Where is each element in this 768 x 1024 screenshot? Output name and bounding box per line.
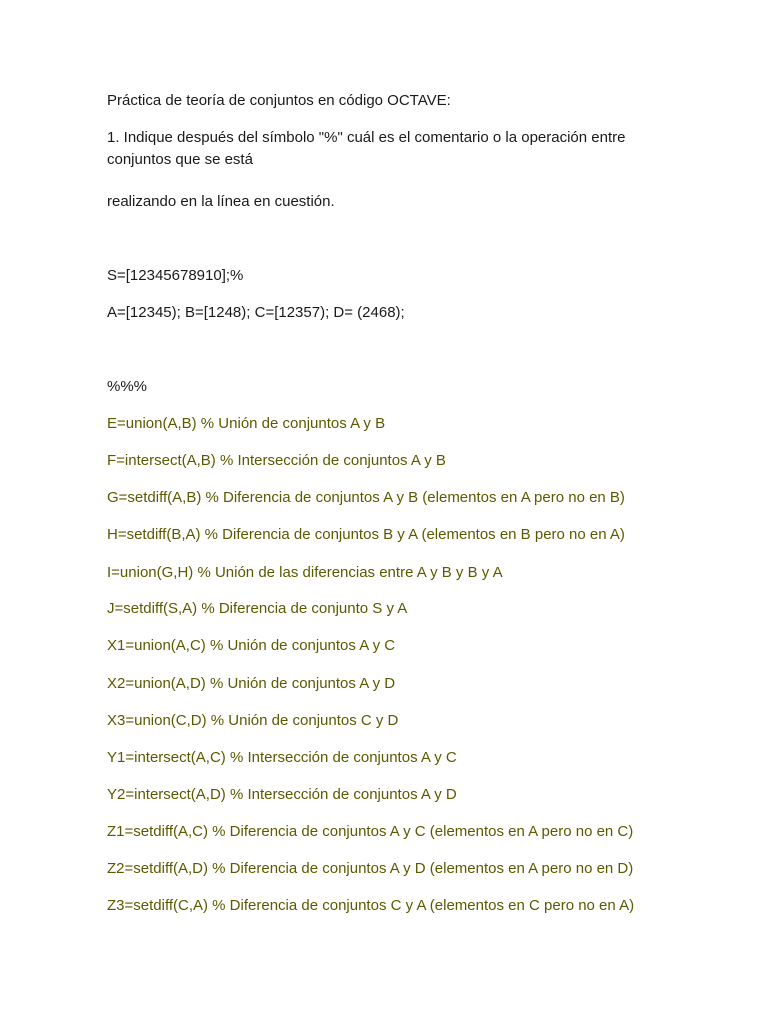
code-line-j: J=setdiff(S,A) % Diferencia de conjunto S y A <box>107 600 408 617</box>
code-line-set-definitions: A=[12345); B=[1248); C=[12357); D= (2468); <box>107 304 405 321</box>
code-line-x1: X1=union(A,C) % Unión de conjuntos A y C <box>107 637 396 654</box>
code-line-g: G=setdiff(A,B) % Diferencia de conjuntos A y B (elementos en A pero no en B) <box>107 489 625 506</box>
code-line-x3: X3=union(C,D) % Unión de conjuntos C y D <box>107 712 399 729</box>
code-line-y1: Y1=intersect(A,C) % Intersección de conjuntos A y C <box>107 749 457 766</box>
code-line-z1: Z1=setdiff(A,C) % Diferencia de conjuntos A y C (elementos en A pero no en C) <box>107 823 634 840</box>
code-line-x2: X2=union(A,D) % Unión de conjuntos A y D <box>107 675 396 692</box>
code-line-e: E=union(A,B) % Unión de conjuntos A y B <box>107 415 386 432</box>
code-line-i: I=union(G,H) % Unión de las diferencias entre A y B y B y A <box>107 564 503 581</box>
instruction-continuation: realizando en la línea en cuestión. <box>107 193 335 210</box>
code-line-f: F=intersect(A,B) % Intersección de conjuntos A y B <box>107 452 446 469</box>
code-line-y2: Y2=intersect(A,D) % Intersección de conjuntos A y D <box>107 786 457 803</box>
code-line-h: H=setdiff(B,A) % Diferencia de conjuntos B y A (elementos en B pero no en A) <box>107 526 625 543</box>
instruction-text: 1. Indique después del símbolo "%" cuál es el comentario o la operación entre conjuntos que se está <box>107 129 626 168</box>
code-separator: %%% <box>107 378 148 395</box>
code-line-s-definition: S=[12345678910];% <box>107 267 244 284</box>
code-line-z3: Z3=setdiff(C,A) % Diferencia de conjuntos C y A (elementos en C pero no en A) <box>107 897 635 914</box>
code-line-z2: Z2=setdiff(A,D) % Diferencia de conjuntos A y D (elementos en A pero no en D) <box>107 860 634 877</box>
document-title: Práctica de teoría de conjuntos en código OCTAVE: <box>107 92 451 109</box>
